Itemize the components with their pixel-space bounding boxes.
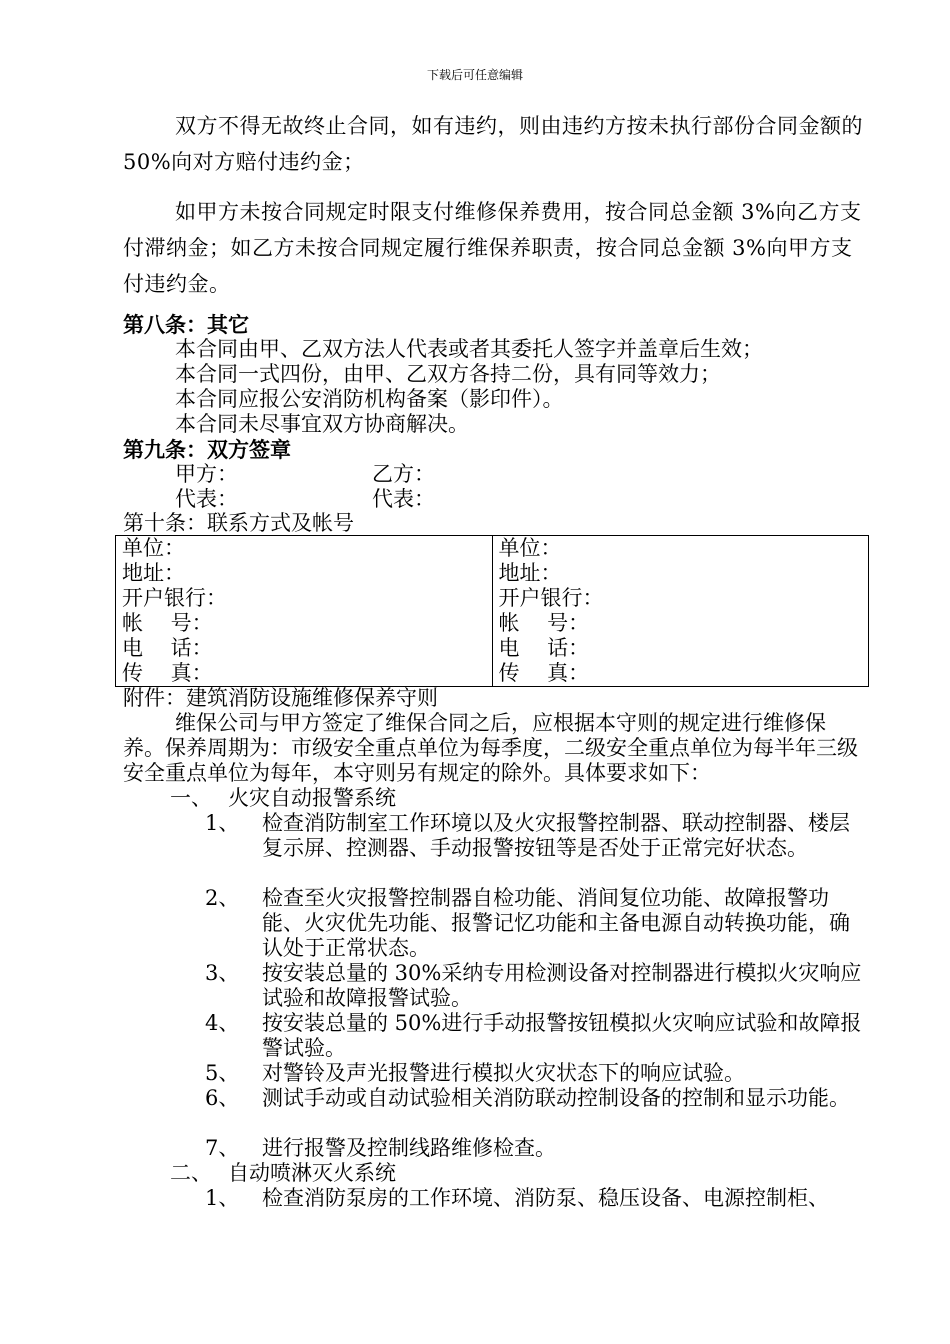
item-text: 检查消防泵房的工作环境、消防泵、稳压设备、电源控制柜、	[262, 1186, 829, 1210]
page-header: 下载后可任意编辑	[426, 68, 523, 82]
item-text: 检查消防制室工作环境以及火灾报警控制器、联动控制器、楼层复示屏、控测器、手动报警按钮等是否处于正常完好状态。	[262, 811, 850, 860]
rep-b-label: 代表：	[372, 487, 435, 511]
article-8-line: 本合同未尽事宜双方协商解决。	[175, 412, 469, 436]
contact-field: 开户银行：	[498, 586, 604, 610]
article-8-title: 第八条：其它	[123, 312, 249, 337]
party-b-label: 乙方：	[372, 462, 435, 486]
contact-field: 电 话：	[122, 636, 213, 660]
item-number: 2、	[205, 886, 240, 910]
item-number: 3、	[205, 961, 240, 985]
item-text: 检查至火灾报警控制器自检功能、消间复位功能、故障报警功能、火灾优先功能、报警记忆功能和主备电源自动转换功能，确认处于正常状态。	[262, 886, 850, 960]
party-a-contact-cell	[116, 536, 493, 687]
section-number: 二、	[170, 1161, 212, 1185]
annex-intro: 维保公司与甲方签定了维保合同之后，应根据本守则的规定进行维修保养。保养周期为：市级安全重点单位为每季度，二级安全重点单位为每半年三级安全重点单位为每年，本守则另有规定的除外。具体要求如下：	[123, 711, 858, 785]
contact-table	[115, 535, 869, 687]
rep-a-label: 代表：	[175, 487, 238, 511]
item-number: 1、	[205, 811, 240, 835]
item-number: 1、	[205, 1186, 240, 1210]
contact-field: 地址：	[498, 561, 562, 585]
item-number: 6、	[205, 1086, 240, 1110]
section-title: 火灾自动报警系统	[228, 786, 396, 810]
annex-title: 附件：建筑消防设施维修保养守则	[123, 686, 438, 710]
contact-field: 传 真：	[122, 661, 213, 685]
contact-field: 帐 号：	[498, 611, 590, 635]
article-9-title: 第九条：双方签章	[123, 437, 291, 462]
article-8	[123, 312, 863, 462]
item-text: 进行报警及控制线路维修检查。	[262, 1136, 556, 1160]
article-8-line: 本合同由甲、乙双方法人代表或者其委托人签字并盖章后生效；	[175, 337, 763, 361]
item-text: 对警铃及声光报警进行模拟火灾状态下的响应试验。	[262, 1061, 745, 1085]
section-1-heading	[170, 786, 396, 811]
paragraph-breach: 双方不得无故终止合同，如有违约，则由违约方按未执行部份合同金额的50%向对方赔付违约金；	[123, 114, 863, 174]
party-b-contact-cell	[492, 536, 869, 687]
section-2-heading	[170, 1161, 396, 1186]
contact-field: 开户银行：	[122, 586, 227, 610]
item-text: 测试手动或自动试验相关消防联动控制设备的控制和显示功能。	[262, 1086, 850, 1110]
contact-field: 帐 号：	[122, 611, 213, 635]
contact-field: 地址：	[122, 561, 185, 585]
item-number: 4、	[205, 1011, 240, 1035]
item-text: 按安装总量的 30%采纳专用检测设备对控制器进行模拟火灾响应试验和故障报警试验。	[262, 961, 862, 1010]
section-number: 一、	[170, 786, 212, 810]
item-number: 7、	[205, 1136, 240, 1160]
party-a-label: 甲方：	[175, 462, 238, 486]
article-8-line: 本合同应报公安消防机构备案（影印件）。	[175, 387, 564, 411]
contact-field: 单位：	[498, 536, 562, 560]
item-text: 按安装总量的 50%进行手动报警按钮模拟火灾响应试验和故障报警试验。	[262, 1011, 862, 1060]
section-title: 自动喷淋灭火系统	[228, 1161, 396, 1185]
article-8-line: 本合同一式四份，由甲、乙双方各持二份，具有同等效力；	[175, 362, 721, 386]
article-10-title: 第十条：联系方式及帐号	[123, 511, 354, 535]
contact-field: 电 话：	[498, 636, 590, 660]
contact-field: 传 真：	[498, 661, 590, 685]
paragraph-late-payment: 如甲方未按合同规定时限支付维修保养费用，按合同总金额 3%向乙方支付滞纳金；如乙方未按合同规定履行维保养职责，按合同总金额 3%向甲方支付违约金。	[123, 200, 862, 296]
item-number: 5、	[205, 1061, 240, 1085]
contact-field: 单位：	[122, 536, 185, 560]
